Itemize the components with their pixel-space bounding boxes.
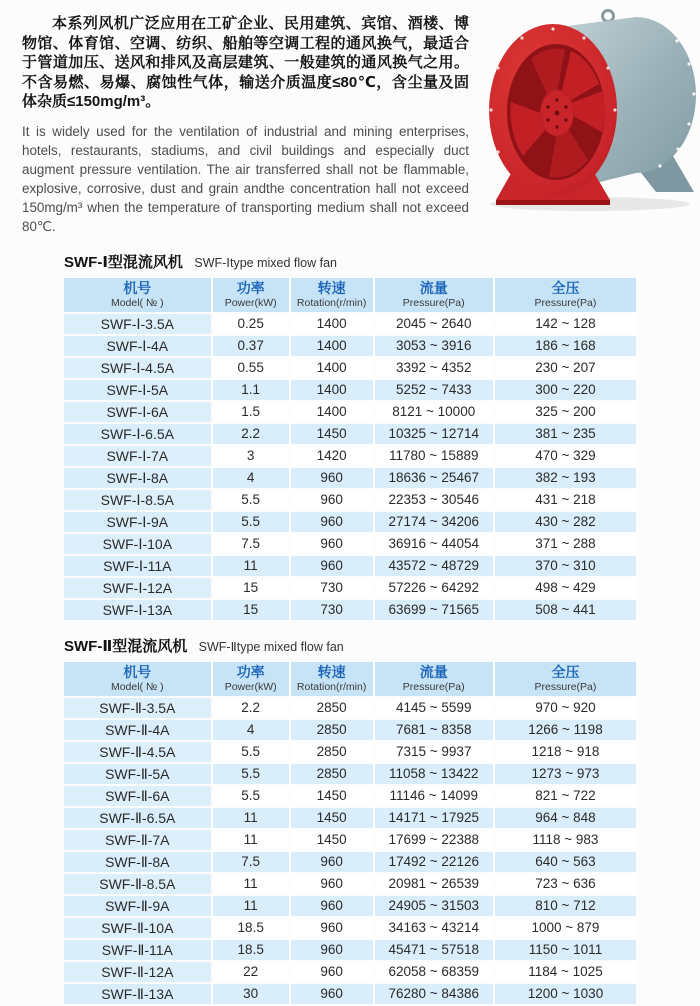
spec-cell: 1400 [291,314,373,334]
model-cell: SWF-Ⅱ-6A [64,786,211,806]
spec-cell: 0.55 [213,358,289,378]
table-row [64,940,636,960]
spec-cell: 1400 [291,336,373,356]
column-header-chinese: 机号 [123,280,152,296]
table-row [64,720,636,740]
column-header-english: Pressure(Pa) [534,681,597,693]
spec-cell: 76280 ~ 84386 [375,984,493,1004]
swf1-title-chinese: SWF-Ⅰ型混流风机 [64,254,183,271]
spec-cell: 430 ~ 282 [495,512,636,532]
spec-cell: 960 [291,556,373,576]
fan-lifting-eye-icon [603,11,614,22]
swf1-title-english: SWF-Ⅰtype mixed flow fan [194,256,337,270]
table-row [64,490,636,510]
table-row [64,698,636,718]
spec-cell: 43572 ~ 48729 [375,556,493,576]
swf1-table-title [64,251,638,272]
column-header-chinese: 转速 [317,280,346,296]
spec-cell: 381 ~ 235 [495,424,636,444]
model-cell: SWF-Ⅱ-13A [64,984,211,1004]
spec-cell: 18.5 [213,918,289,938]
model-cell: SWF-Ⅱ-12A [64,962,211,982]
spec-cell: 20981 ~ 26539 [375,874,493,894]
model-cell: SWF-Ⅱ-11A [64,940,211,960]
spec-cell: 18.5 [213,940,289,960]
spec-cell: 7.5 [213,852,289,872]
model-cell: SWF-Ⅱ-10A [64,918,211,938]
spec-cell: 34163 ~ 43214 [375,918,493,938]
spec-cell: 371 ~ 288 [495,534,636,554]
table-row [64,358,636,378]
product-photo-mixed-flow-fan [460,6,698,214]
spec-cell: 14171 ~ 17925 [375,808,493,828]
swf2-spec-table [62,660,638,1006]
model-cell: SWF-Ⅱ-7A [64,830,211,850]
column-header-english: Power(kW) [224,681,277,693]
spec-cell: 4 [213,468,289,488]
column-header [375,278,493,312]
intro-paragraph-english: It is widely used for the ventilation of industrial and mining enterprises, hotels, restaurants, stadiums, and civil buildings and especially duct augment pressure ventilation. The air transferred shall not be flammable, explosive, corrosive, dust and grain andthe concentration hall not exceed 150mg/m³ when the temperature of transporting medium shall not exceed 80℃. [22,123,469,234]
model-cell: SWF-Ⅱ-8.5A [64,874,211,894]
spec-cell: 11 [213,556,289,576]
model-cell: SWF-Ⅰ-13A [64,600,211,620]
spec-cell: 11780 ~ 15889 [375,446,493,466]
table-row [64,534,636,554]
spec-cell: 964 ~ 848 [495,808,636,828]
spec-cell: 0.37 [213,336,289,356]
spec-cell: 960 [291,534,373,554]
spec-cell: 3 [213,446,289,466]
spec-cell: 10325 ~ 12714 [375,424,493,444]
fan-illustration [460,6,698,214]
column-header-chinese: 功率 [236,664,265,680]
spec-cell: 960 [291,852,373,872]
spec-cell: 810 ~ 712 [495,896,636,916]
spec-cell: 470 ~ 329 [495,446,636,466]
spec-cell: 960 [291,874,373,894]
spec-cell: 2045 ~ 2640 [375,314,493,334]
column-header-english: Pressure(Pa) [534,297,597,309]
table-row [64,808,636,828]
table-row [64,830,636,850]
column-header [375,662,493,696]
model-cell: SWF-Ⅰ-12A [64,578,211,598]
table-row [64,556,636,576]
column-header-english: Rotation(r/min) [296,297,367,309]
spec-cell: 7315 ~ 9937 [375,742,493,762]
spec-cell: 2.2 [213,698,289,718]
model-cell: SWF-Ⅱ-4.5A [64,742,211,762]
spec-cell: 5.5 [213,490,289,510]
spec-cell: 1184 ~ 1025 [495,962,636,982]
spec-cell: 142 ~ 128 [495,314,636,334]
column-header-chinese: 全压 [551,664,580,680]
table-row [64,314,636,334]
column-header-english: Pressure(Pa) [402,681,465,693]
spec-cell: 7.5 [213,534,289,554]
spec-cell: 5.5 [213,742,289,762]
spec-cell: 970 ~ 920 [495,698,636,718]
model-cell: SWF-Ⅰ-5A [64,380,211,400]
spec-cell: 1.5 [213,402,289,422]
model-cell: SWF-Ⅰ-7A [64,446,211,466]
column-header [213,662,289,696]
model-cell: SWF-Ⅱ-6.5A [64,808,211,828]
spec-cell: 508 ~ 441 [495,600,636,620]
model-cell: SWF-Ⅱ-9A [64,896,211,916]
column-header [64,662,211,696]
table-row [64,446,636,466]
spec-cell: 30 [213,984,289,1004]
model-cell: SWF-Ⅱ-3.5A [64,698,211,718]
column-header-chinese: 机号 [123,664,152,680]
spec-cell: 1420 [291,446,373,466]
spec-cell: 723 ~ 636 [495,874,636,894]
table-row [64,764,636,784]
spec-cell: 1000 ~ 879 [495,918,636,938]
spec-cell: 15 [213,578,289,598]
table-row [64,786,636,806]
spec-cell: 5252 ~ 7433 [375,380,493,400]
spec-cell: 62058 ~ 68359 [375,962,493,982]
spec-cell: 1266 ~ 1198 [495,720,636,740]
spec-cell: 5.5 [213,512,289,532]
spec-cell: 730 [291,600,373,620]
spec-cell: 11 [213,808,289,828]
spec-cell: 1400 [291,380,373,400]
spec-cell: 960 [291,896,373,916]
column-header [291,278,373,312]
spec-cell: 821 ~ 722 [495,786,636,806]
spec-cell: 15 [213,600,289,620]
spec-cell: 24905 ~ 31503 [375,896,493,916]
spec-cell: 431 ~ 218 [495,490,636,510]
spec-cell: 1400 [291,358,373,378]
spec-cell: 7681 ~ 8358 [375,720,493,740]
spec-cell: 22 [213,962,289,982]
column-header-chinese: 转速 [317,664,346,680]
table-row [64,402,636,422]
spec-cell: 5.5 [213,764,289,784]
spec-cell: 498 ~ 429 [495,578,636,598]
column-header [495,278,636,312]
header-row [64,662,636,696]
spec-cell: 2850 [291,742,373,762]
model-cell: SWF-Ⅰ-4A [64,336,211,356]
spec-cell: 11058 ~ 13422 [375,764,493,784]
spec-cell: 300 ~ 220 [495,380,636,400]
spec-cell: 11146 ~ 14099 [375,786,493,806]
spec-cell: 2.2 [213,424,289,444]
table-row [64,512,636,532]
model-cell: SWF-Ⅱ-8A [64,852,211,872]
fan-front-foot-base [496,200,610,205]
table-row [64,336,636,356]
spec-cell: 4145 ~ 5599 [375,698,493,718]
spec-cell: 11 [213,830,289,850]
swf1-spec-table [62,276,638,622]
column-header-chinese: 流量 [419,664,448,680]
spec-cell: 3392 ~ 4352 [375,358,493,378]
header-row [64,278,636,312]
column-header-english: Rotation(r/min) [296,681,367,693]
intro-section [0,0,700,238]
column-header-chinese: 流量 [419,280,448,296]
spec-cell: 11 [213,874,289,894]
spec-cell: 1450 [291,424,373,444]
spec-cell: 960 [291,512,373,532]
spec-cell: 382 ~ 193 [495,468,636,488]
spec-cell: 230 ~ 207 [495,358,636,378]
model-cell: SWF-Ⅰ-9A [64,512,211,532]
intro-paragraph-chinese: 本系列风机广泛应用在工矿企业、民用建筑、宾馆、酒楼、博物馆、体育馆、空调、纺织、船舶等空调工程的通风换气，最适合于管道加压、送风和排风及高层建筑、一般建筑的通风换气之用。不含易燃、易爆、腐蚀性气体，输送介质温度≤80℃，含尘量及固体杂质≤150mg/m³。 [22,15,469,110]
spec-cell: 4 [213,720,289,740]
spec-cell: 1273 ~ 973 [495,764,636,784]
spec-cell: 5.5 [213,786,289,806]
spec-cell: 63699 ~ 71565 [375,600,493,620]
table-row [64,380,636,400]
spec-cell: 960 [291,468,373,488]
spec-cell: 960 [291,490,373,510]
spec-cell: 3053 ~ 3916 [375,336,493,356]
spec-cell: 1200 ~ 1030 [495,984,636,1004]
spec-cell: 1.1 [213,380,289,400]
column-header [291,662,373,696]
table-row [64,896,636,916]
table-row [64,742,636,762]
spec-cell: 960 [291,918,373,938]
spec-cell: 1450 [291,808,373,828]
swf1-section [62,251,638,622]
model-cell: SWF-Ⅱ-4A [64,720,211,740]
model-cell: SWF-Ⅰ-10A [64,534,211,554]
column-header-english: Model( № ) [110,681,164,693]
spec-cell: 960 [291,962,373,982]
table-row [64,852,636,872]
spec-cell: 36916 ~ 44054 [375,534,493,554]
spec-cell: 1450 [291,830,373,850]
model-cell: SWF-Ⅱ-5A [64,764,211,784]
spec-cell: 640 ~ 563 [495,852,636,872]
swf2-title-english: SWF-Ⅱtype mixed flow fan [198,640,344,654]
spec-cell: 17699 ~ 22388 [375,830,493,850]
column-header-chinese: 功率 [236,280,265,296]
spec-cell: 27174 ~ 34206 [375,512,493,532]
table-row [64,468,636,488]
swf2-table-title [64,635,638,656]
column-header-chinese: 全压 [551,280,580,296]
column-header-english: Model( № ) [110,297,164,309]
spec-cell: 730 [291,578,373,598]
model-cell: SWF-Ⅰ-8.5A [64,490,211,510]
spec-cell: 57226 ~ 64292 [375,578,493,598]
column-header-english: Pressure(Pa) [402,297,465,309]
spec-cell: 45471 ~ 57518 [375,940,493,960]
column-header-english: Power(kW) [224,297,277,309]
swf2-section [62,635,638,1006]
spec-cell: 186 ~ 168 [495,336,636,356]
model-cell: SWF-Ⅰ-6.5A [64,424,211,444]
spec-cell: 1150 ~ 1011 [495,940,636,960]
spec-cell: 2850 [291,698,373,718]
spec-cell: 370 ~ 310 [495,556,636,576]
spec-cell: 1218 ~ 918 [495,742,636,762]
spec-cell: 960 [291,984,373,1004]
table-row [64,918,636,938]
table-row [64,578,636,598]
column-header [64,278,211,312]
model-cell: SWF-Ⅰ-6A [64,402,211,422]
table-row [64,424,636,444]
table-row [64,874,636,894]
spec-cell: 0.25 [213,314,289,334]
spec-cell: 18636 ~ 25467 [375,468,493,488]
model-cell: SWF-Ⅰ-8A [64,468,211,488]
table-row [64,962,636,982]
spec-cell: 325 ~ 200 [495,402,636,422]
intro-text-block [22,14,469,236]
swf2-title-chinese: SWF-Ⅱ型混流风机 [64,638,188,655]
model-cell: SWF-Ⅰ-3.5A [64,314,211,334]
spec-cell: 960 [291,940,373,960]
spec-cell: 1400 [291,402,373,422]
spec-cell: 1450 [291,786,373,806]
spec-cell: 8121 ~ 10000 [375,402,493,422]
model-cell: SWF-Ⅰ-4.5A [64,358,211,378]
spec-cell: 2850 [291,720,373,740]
column-header [495,662,636,696]
spec-cell: 17492 ~ 22126 [375,852,493,872]
spec-cell: 11 [213,896,289,916]
spec-cell: 22353 ~ 30546 [375,490,493,510]
column-header [213,278,289,312]
table-row [64,984,636,1004]
model-cell: SWF-Ⅰ-11A [64,556,211,576]
table-row [64,600,636,620]
spec-cell: 2850 [291,764,373,784]
spec-cell: 1118 ~ 983 [495,830,636,850]
